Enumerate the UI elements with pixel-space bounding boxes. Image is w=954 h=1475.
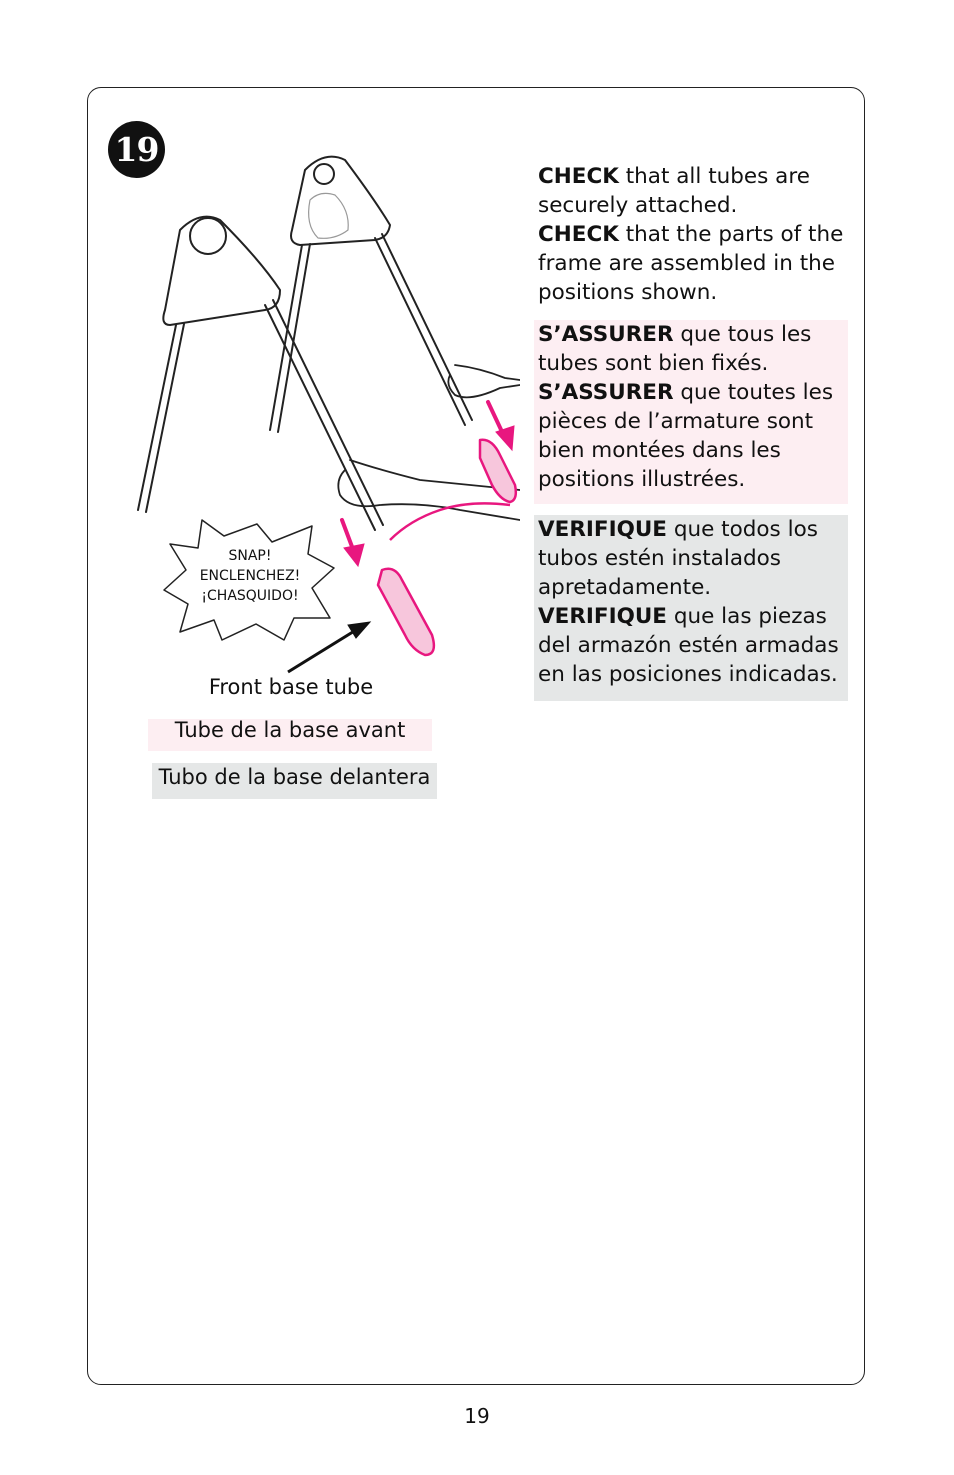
part-label-fr: Tube de la base avant <box>148 719 432 751</box>
instruction-text: que toutes les pièces de l’armature sont bien montées dans les positions illustrées. <box>538 380 834 492</box>
right-leg-knob <box>314 164 334 184</box>
snap-line-es: ¡CHASQUIDO! <box>201 588 299 604</box>
right-rear-tube <box>270 244 310 432</box>
part-label-en: Front base tube <box>208 675 374 699</box>
instruction-keyword: CHECK <box>538 164 619 189</box>
part-label-es: Tubo de la base delantera <box>152 763 437 799</box>
instruction-keyword: S’ASSURER <box>538 380 674 405</box>
snap-callout-text <box>175 546 325 606</box>
instruction-text: that the parts of the frame are assembled in the positions shown. <box>538 222 844 305</box>
instruction-keyword: VERIFIQUE <box>538 604 667 629</box>
snap-line-fr: ENCLENCHEZ! <box>199 568 301 584</box>
snap-line-en: SNAP! <box>228 548 272 564</box>
instruction-keyword: VERIFIQUE <box>538 517 667 542</box>
instruction-keyword: CHECK <box>538 222 619 247</box>
instructions-en <box>534 162 848 307</box>
instruction-text: que todos los tubos estén instalados apretadamente. <box>538 517 818 600</box>
front-base-piece <box>378 569 434 655</box>
instruction-text: que tous les tubes sont bien fixés. <box>538 322 812 376</box>
page-number: 19 <box>464 1404 490 1428</box>
instruction-keyword: S’ASSURER <box>538 322 674 347</box>
left-leg-tube <box>138 324 184 512</box>
step-number-badge: 19 <box>108 121 165 178</box>
instruction-text: that all tubes are securely attached. <box>538 164 810 218</box>
instructions-fr <box>534 320 848 504</box>
rear-base-piece <box>480 440 516 502</box>
left-leg-knob <box>190 218 226 254</box>
diagonal-tube-left <box>265 300 383 530</box>
instruction-text: que las piezas del armazón estén armadas en las posiciones indicadas. <box>538 604 839 687</box>
instructions-es <box>534 515 848 701</box>
